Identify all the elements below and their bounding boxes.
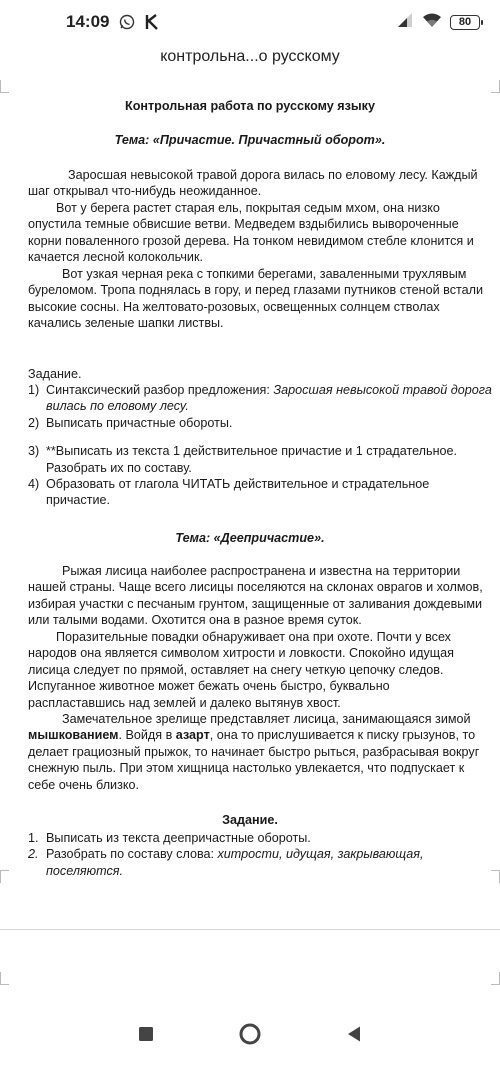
- circle-icon: [239, 1023, 261, 1050]
- section2-paragraph: [28, 629, 488, 711]
- task-italic: хитрости, идущая, закрывающая, поселяются.: [46, 847, 424, 878]
- page-corner-mark: [0, 870, 9, 883]
- list-number: 1.: [28, 831, 39, 845]
- wifi-icon: [422, 12, 442, 33]
- status-bar: [0, 0, 500, 44]
- recent-apps-button[interactable]: [132, 1022, 160, 1050]
- section2-paragraph: [28, 563, 488, 629]
- signal-icon: [396, 12, 414, 33]
- task-text: Образовать от глагола ЧИТАТЬ действительное и страдательное причастие.: [46, 477, 430, 508]
- list-item: [28, 476, 494, 509]
- section2-task-list: [28, 830, 494, 879]
- paragraph-text: Заросшая невысокой травой дорога вилась по еловому лесу. Каждый шаг открывал что-нибудь неожиданное.: [28, 168, 478, 199]
- section1-theme: Тема: «Причастие. Причастный оборот».: [114, 133, 386, 147]
- list-item: [28, 382, 494, 415]
- list-item: [28, 443, 494, 476]
- list-item: [28, 846, 494, 879]
- paragraph-text: , она то прислушивается к писку грызунов, то делает грациозный прыжок, то начинает быстро рыться, разбрасывая вокруг снежную пыль. При этом хищница настолько увлекается, что подпускает к себе очень близко.: [28, 728, 480, 792]
- page-corner-mark: [491, 80, 500, 93]
- square-icon: [138, 1026, 154, 1047]
- triangle-back-icon: [346, 1025, 362, 1048]
- task-italic: Заросшая невысокой травой дорога вилась по еловому лесу.: [46, 383, 492, 414]
- paragraph-text: Замечательное зрелище представляет лисица, занимающаяся зимой: [62, 712, 471, 726]
- paragraph-text: Поразительные повадки обнаруживает она при охоте. Почти у всех народов она является символом хитрости и ловкости. Спокойно идущая лисица следует по прямой, оставляет на снегу четкую цепочку следов. Испуганное животное может бежать очень быстро, буквально распластавшись над землей и далеко вытянув хвост.: [28, 630, 454, 710]
- k-app-icon: [145, 14, 159, 30]
- section2-paragraph: [28, 711, 488, 793]
- navigation-bar: [0, 1006, 500, 1083]
- task-text: Разобрать по составу слова:: [46, 847, 218, 862]
- document-title: контрольна...о русскому: [160, 48, 340, 65]
- status-time: 14:09: [66, 12, 110, 31]
- list-number: 3): [28, 444, 40, 459]
- battery-indicator: 80: [450, 15, 480, 30]
- page-divider: [0, 929, 500, 930]
- page-corner-mark: [0, 972, 9, 985]
- list-number: 2): [28, 415, 40, 430]
- page-corner-mark: [491, 972, 500, 985]
- section2-theme: Тема: «Деепричастие».: [175, 531, 325, 545]
- page-corner-mark: [0, 80, 9, 93]
- task-text: Выписать из текста деепричастные обороты.: [46, 831, 311, 845]
- task-text: **Выписать из текста 1 действительное причастие и 1 страдательное. Разобрать их по составу.: [46, 444, 458, 475]
- list-number: 2.: [28, 847, 39, 862]
- paragraph-text: . Войдя в: [118, 728, 176, 743]
- section1-paragraph: [28, 167, 488, 200]
- back-button[interactable]: [340, 1022, 368, 1050]
- bold-word: мышкованием: [28, 728, 119, 743]
- whatsapp-icon: [119, 14, 135, 30]
- list-number: 1): [28, 383, 40, 397]
- list-number: 4): [28, 477, 40, 492]
- doc-heading: Контрольная работа по русскому языку: [125, 99, 375, 113]
- section1-task-list: [28, 382, 494, 509]
- paragraph-text: Рыжая лисица наиболее распространена и известна на территории нашей страны. Чаще всего лисицы поселяются на склонах оврагов и холмов, избирая участки с песчаным грунтом, защищенные от заливания дождевыми или талыми водами. Охотится она в разное время суток.: [28, 564, 483, 628]
- section1-paragraph: [28, 266, 488, 332]
- paragraph-text: Вот узкая черная река с топкими берегами, заваленными трухлявым буреломом. Тропа поднялась в гору, и перед глазами путников стеной встали высокие сосны. На желтовато-розовых, освещенных солнцем стволах качались зеленые шапки листвы.: [28, 267, 484, 331]
- bold-word: азарт: [175, 728, 210, 743]
- home-button[interactable]: [236, 1022, 264, 1050]
- list-item: [28, 415, 494, 431]
- list-text: [46, 382, 494, 415]
- paragraph-text: Вот у берега растет старая ель, покрытая седым мхом, она низко опустила темные обвисшие ветви. Медведем вздыбились вывороченные корни поваленного грозой дерева. На тонком невидимом стебле клонится и качается лесной колокольчик.: [28, 201, 474, 265]
- task-text: Синтаксический разбор предложения:: [46, 383, 274, 397]
- section2-task-label: Задание.: [222, 813, 278, 827]
- section1-task-label: Задание.: [28, 367, 82, 381]
- task-text: Выписать причастные обороты.: [46, 415, 233, 430]
- list-item: [28, 830, 494, 846]
- section1-paragraph: [28, 200, 488, 266]
- list-text: [46, 846, 494, 879]
